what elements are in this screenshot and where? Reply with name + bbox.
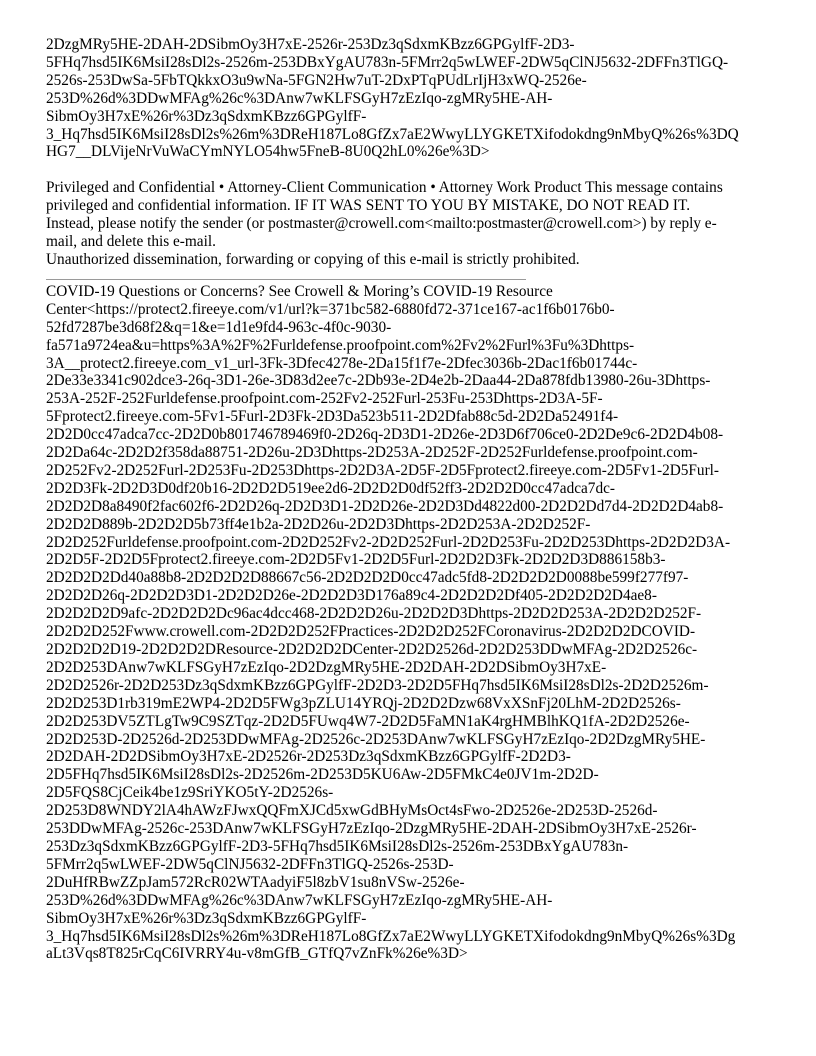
confidentiality-disclaimer: Privileged and Confidential • Attorney-Client Communication • Attorney Work Product This message contains privileged and confidential information. IF IT WAS SENT TO YOU BY MISTAKE, DO NOT READ IT. Instead, please notify the sender (or postmaster@crowell.com<mailto:postmaster@crowell.com>) by reply e- mail, and delete this e-mail. Unauthorized dissemination, forwarding or copying of this e-mail is strictly prohibited. bbox=[46, 179, 723, 268]
paragraph-spacer bbox=[46, 161, 776, 179]
proofpoint-url-tail: 2DzgMRy5HE-2DAH-2DSibmOy3H7xE-2526r-253Dz3qSdxmKBzz6GPGylfF-2D3- 5FHq7hsd5IK6MsiI28sDl2s-2526m-253DBxYgAU783n-5FMrr2q5wLWEF-2DW5qClNJ5632-2DFFn3TlGQ- 2526s-253DwSa-5FbTQkkxO3u9wNa-5FGN2Hw7uT-2DxPTqPUdLrIjH3xWQ-2526e- 253D%26d%3DDwMFAg%26c%3DAnw7wKLFSGyH7zEzIqo-zgMRy5HE-AH- SibmOy3H7xE%26r%3Dz3qSdxmKBzz6GPGylfF- 3_Hq7hsd5IK6MsiI28sDl2s%26m%3DReH187Lo8GfZx7aE2WwyLLYGKETXifodokdng9nMbyQ%26s%3DQ HG7__DLVijeNrVuWaCYmNYLO54hw5FneB-8U0Q2hL0%26e%3D> bbox=[46, 36, 739, 161]
covid-resource-notice: COVID-19 Questions or Concerns? See Crowell & Moring’s COVID-19 Resource Center<https://protect2.fireeye.com/v1/url?k=371bc582-6880fd72-371ce167-ac1f6b0176b0- 52fd7287be3d68f2&q=1&e=1d1e9fd4-963c-4f0c-9030- fa571a9724ea&u=https%3A%2F%2Furldefense.proofpoint.com%2Fv2%2Furl%3Fu%3Dhttps- 3A__protect2.fireeye.com_v1_url-3Fk-3Dfec4278e-2Da15f1f7e-2Dfec3036b-2Dac1f6b01744c- 2De33e3341c902dce3-26q-3D1-26e-3D83d2ee7c-2Db93e-2D4e2b-2Daa44-2Da878fdb13980-26u-3Dhttps- 253A-252F-252Furldefense.proofpoint.com-252Fv2-252Furl-253Fu-253Dhttps-2D3A-5F- 5Fprotect2.fireeye.com-5Fv1-5Furl-2D3Fk-2D3Da523b511-2D2Dfab88c5d-2D2Da52491f4- 2D2D0cc47adca7cc-2D2D0b801746789469f0-2D26q-2D3D1-2D26e-2D3D6f706ce0-2D2De9c6-2D2D4b08- 2D2Da64c-2D2D2f358da88751-2D26u-2D3Dhttps-2D253A-2D252F-2D252Furldefense.proofpoint.com- 2D252Fv2-2D252Furl-2D253Fu-2D253Dhttps-2D2D3A-2D5F-2D5Fprotect2.fireeye.com-2D5Fv1-2D5Furl- 2D2D3Fk-2D2D3D0df20b16-2D2D2D519ee2d6-2D2D2D0df52ff3-2D2D2D0cc47adca7dc- 2D2D2D8a8490f2fac602f6-2D2D26q-2D2D3D1-2D2D26e-2D2D3Dd4822d00-2D2D2Dd7d4-2D2D2D4ab8- 2D2D2D889b-2D2D2D5b73ff4e1b2a-2D2D26u-2D2D3Dhttps-2D2D253A-2D2D252F- 2D2D252Furldefense.proofpoint.com-2D2D252Fv2-2D2D252Furl-2D2D253Fu-2D2D253Dhttps-2D2D2D3A- 2D2D5F-2D2D5Fprotect2.fireeye.com-2D2D5Fv1-2D2D5Furl-2D2D2D3Fk-2D2D2D3D886158b3- 2D2D2D2Dd40a88b8-2D2D2D2D88667c56-2D2D2D2D0cc47adc5fd8-2D2D2D2D0088be599f277f97- 2D2D2D26q-2D2D2D3D1-2D2D2D26e-2D2D2D3D176a89c4-2D2D2D2Df405-2D2D2D2D4ae8- 2D2D2D2D9afc-2D2D2D2Dc96ac4dcc468-2D2D2D26u-2D2D2D3Dhttps-2D2D2D253A-2D2D2D252F- 2D2D2D252Fwww.crowell.com-2D2D2D252FPractices-2D2D2D252FCoronavirus-2D2D2D2DCOVID- 2D2D2D2D19-2D2D2D2DResource-2D2D2D2DCenter-2D2D2526d-2D2D253DDwMFAg-2D2D2526c- 2D2D253DAnw7wKLFSGyH7zEzIqo-2D2DzgMRy5HE-2D2DAH-2D2DSibmOy3H7xE- 2D2D2526r-2D2D253Dz3qSdxmKBzz6GPGylfF-2D2D3-2D2D5FHq7hsd5IK6MsiI28sDl2s-2D2D2526m- 2D2D253D1rb319mE2WP4-2D2D5FWg3pZLU14YRQj-2D2D2Dzw68VxXSnFj20LhM-2D2D2526s- 2D2D253DV5ZTLgTw9C9SZTqz-2D2D5FUwq4W7-2D2D5FaMN1aK4rgHMBlhKQ1fA-2D2D2526e- 2D2D253D-2D2526d-2D253DDwMFAg-2D2526c-2D253DAnw7wKLFSGyH7zEzIqo-2D2DzgMRy5HE- 2D2DAH-2D2DSibmOy3H7xE-2D2526r-2D253Dz3qSdxmKBzz6GPGylfF-2D2D3- 2D5FHq7hsd5IK6MsiI28sDl2s-2D2526m-2D253D5KU6Aw-2D5FMkC4e0JV1m-2D2D- 2D5FQS8CjCeik4be1z9SriYKO5tY-2D2526s- 2D253D8WNDY2lA4hAWzFJwxQQFmXJCd5xwGdBHyMsOct4sFwo-2D2526e-2D253D-2526d- 253DDwMFAg-2526c-253DAnw7wKLFSGyH7zEzIqo-2DzgMRy5HE-2DAH-2DSibmOy3H7xE-2526r- 253Dz3qSdxmKBzz6GPGylfF-2D3-5FHq7hsd5IK6MsiI28sDl2s-2526m-253DBxYgAU783n- 5FMrr2q5wLWEF-2DW5qClNJ5632-2DFFn3TlGQ-2526s-253D- 2DuHfRBwZZpJam572RcR02WTAadyiF5l8zbV1su8nVSw-2526e- 253D%26d%3DDwMFAg%26c%3DAnw7wKLFSGyH7zEzIqo-zgMRy5HE-AH- SibmOy3H7xE%26r%3Dz3qSdxmKBzz6GPGylfF- 3_Hq7hsd5IK6MsiI28sDl2s%26m%3DReH187Lo8GfZx7aE2WwyLLYGKETXifodokdng9nMbyQ%26s%3Dg aLt3Vqs8T825rCqC6IVRRY4u-v8mGfB_GTfQ7vZnFk%26e%3D> bbox=[46, 282, 736, 963]
separator-rule bbox=[46, 279, 526, 280]
